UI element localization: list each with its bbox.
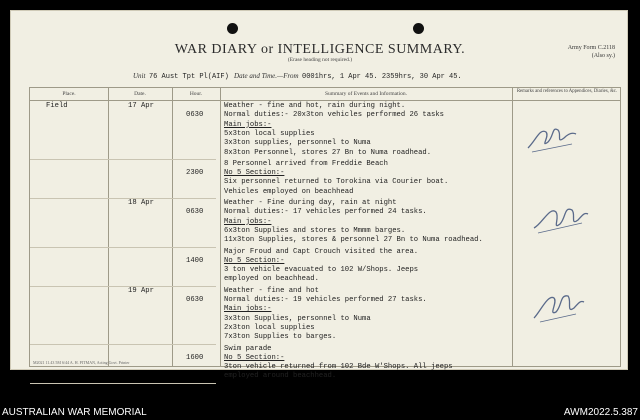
date-value: 0001hrs, 1 Apr 45. 2359hrs, 30 Apr 45. bbox=[302, 73, 462, 81]
initials-signature-icon bbox=[528, 286, 588, 326]
entry-hour: 2300 bbox=[186, 169, 204, 178]
form-id bbox=[568, 44, 615, 60]
header-summary: Summary of Events and Information. bbox=[324, 91, 408, 97]
entry-date: 17 Apr bbox=[128, 102, 154, 110]
entry-line: Six personnel returned to Torokina via Courier boat. bbox=[224, 178, 449, 187]
row-rule bbox=[30, 383, 216, 384]
caption-bar bbox=[0, 405, 640, 420]
entry-line: Swim parade bbox=[224, 344, 272, 353]
printer-imprint: M2021 11.43 5M 6/44 A. H. PITMAN, Acting Govt. Printer bbox=[33, 360, 130, 365]
entry-line: 8x3ton Personnel, stores 27 Bn to Numa roadhead. bbox=[224, 148, 432, 157]
caption-left: AUSTRALIAN WAR MEMORIAL bbox=[2, 407, 147, 418]
entry-line: 5x3ton local supplies bbox=[224, 129, 315, 138]
entry-line: Normal duties:- 17 vehicles performed 24 tasks. bbox=[224, 208, 427, 217]
entry-line: No 5 Section:- bbox=[224, 353, 285, 362]
initials-signature-icon bbox=[522, 118, 582, 158]
entry-line: 3x3ton supplies, personnel to Numa bbox=[224, 139, 371, 148]
header-place: Place. bbox=[62, 91, 76, 97]
form-id-line1: Army Form C.2118 bbox=[567, 45, 615, 51]
header-hour: Hour. bbox=[189, 91, 203, 97]
entry-line: 2x3ton local supplies bbox=[224, 323, 315, 332]
entry-line: 6x3ton Supplies and stores to Mmmm barges. bbox=[224, 226, 406, 235]
entry-line: Main jobs:- bbox=[224, 120, 272, 129]
column-divider bbox=[108, 88, 109, 366]
entry-line: 3ton vehicle returned from 102 Bde W'Shops. All jeeps bbox=[224, 363, 453, 372]
punch-hole bbox=[413, 23, 424, 34]
entry-line: 8 Personnel arrived from Freddie Beach bbox=[224, 159, 388, 168]
row-rule bbox=[30, 198, 216, 199]
entry-line: Main jobs:- bbox=[224, 217, 272, 226]
header-date: Date. bbox=[134, 91, 146, 97]
entry-line: No 5 Section:- bbox=[224, 169, 285, 178]
caption-right: AWM2022.5.387 bbox=[563, 407, 638, 418]
date-label: Date and Time.—From bbox=[234, 72, 299, 80]
entry-hour: 1600 bbox=[186, 353, 204, 362]
form-subtitle: (Erase heading not required.) bbox=[287, 57, 353, 63]
unit-label: Unit bbox=[133, 72, 146, 80]
unit-line bbox=[133, 72, 462, 81]
form-title: WAR DIARY or INTELLIGENCE SUMMARY. bbox=[174, 42, 466, 57]
entry-line: Main jobs:- bbox=[224, 305, 272, 314]
row-rule bbox=[30, 344, 216, 345]
entry-line: 3 ton vehicle evacuated to 102 W/Shops. Jeeps bbox=[224, 266, 419, 275]
entry-hour: 0630 bbox=[186, 296, 204, 304]
column-divider bbox=[512, 88, 513, 366]
entry-line: 3x3ton Supplies, personnel to Numa bbox=[224, 314, 371, 323]
row-rule bbox=[30, 247, 216, 248]
entry-line: Normal duties:- 20x3ton vehicles performed 26 tasks bbox=[224, 111, 444, 120]
entry-line: Major Froud and Capt Crouch visited the area. bbox=[224, 247, 419, 256]
row-rule bbox=[30, 286, 216, 287]
entry-line: Weather - Fine during day, rain at night bbox=[224, 199, 397, 207]
entry-date: 18 Apr bbox=[128, 199, 154, 207]
column-divider bbox=[172, 88, 173, 366]
initials-signature-icon bbox=[530, 200, 590, 240]
entry-line: employed on beachhead. bbox=[224, 275, 319, 284]
entry-line: Weather - fine and hot, rain during night. bbox=[224, 102, 406, 110]
entry-line: Weather - fine and hot bbox=[224, 286, 319, 295]
place-value: Field bbox=[46, 102, 68, 110]
entry-hour: 1400 bbox=[186, 256, 204, 265]
punch-hole bbox=[227, 23, 238, 34]
entry-line: 7x3ton Supplies to barges. bbox=[224, 333, 337, 342]
entry-line: Vehicles employed on beachhead bbox=[224, 187, 354, 196]
entry-line: Normal duties:- 19 vehicles performed 27 tasks. bbox=[224, 296, 427, 304]
war-diary-sheet bbox=[10, 10, 628, 381]
row-rule bbox=[30, 159, 216, 160]
header-divider bbox=[30, 100, 620, 101]
unit-value: 76 Aust Tpt Pl(AIF) bbox=[148, 73, 229, 81]
entry-date: 19 Apr bbox=[128, 286, 154, 295]
entry-hour: 0630 bbox=[186, 111, 204, 120]
entry-line: employed around beachhead. bbox=[224, 372, 337, 381]
diary-table bbox=[29, 87, 621, 381]
form-id-line2: (Also sy.) bbox=[591, 53, 615, 59]
header-remarks: Remarks and references to Appendices, Diaries, &c. bbox=[516, 89, 618, 94]
entry-line: No 5 Section:- bbox=[224, 256, 285, 265]
column-divider bbox=[220, 88, 221, 366]
entry-line: 11x3ton Supplies, stores & personnel 27 Bn to Numa roadhead. bbox=[224, 236, 483, 245]
entry-hour: 0630 bbox=[186, 208, 204, 217]
